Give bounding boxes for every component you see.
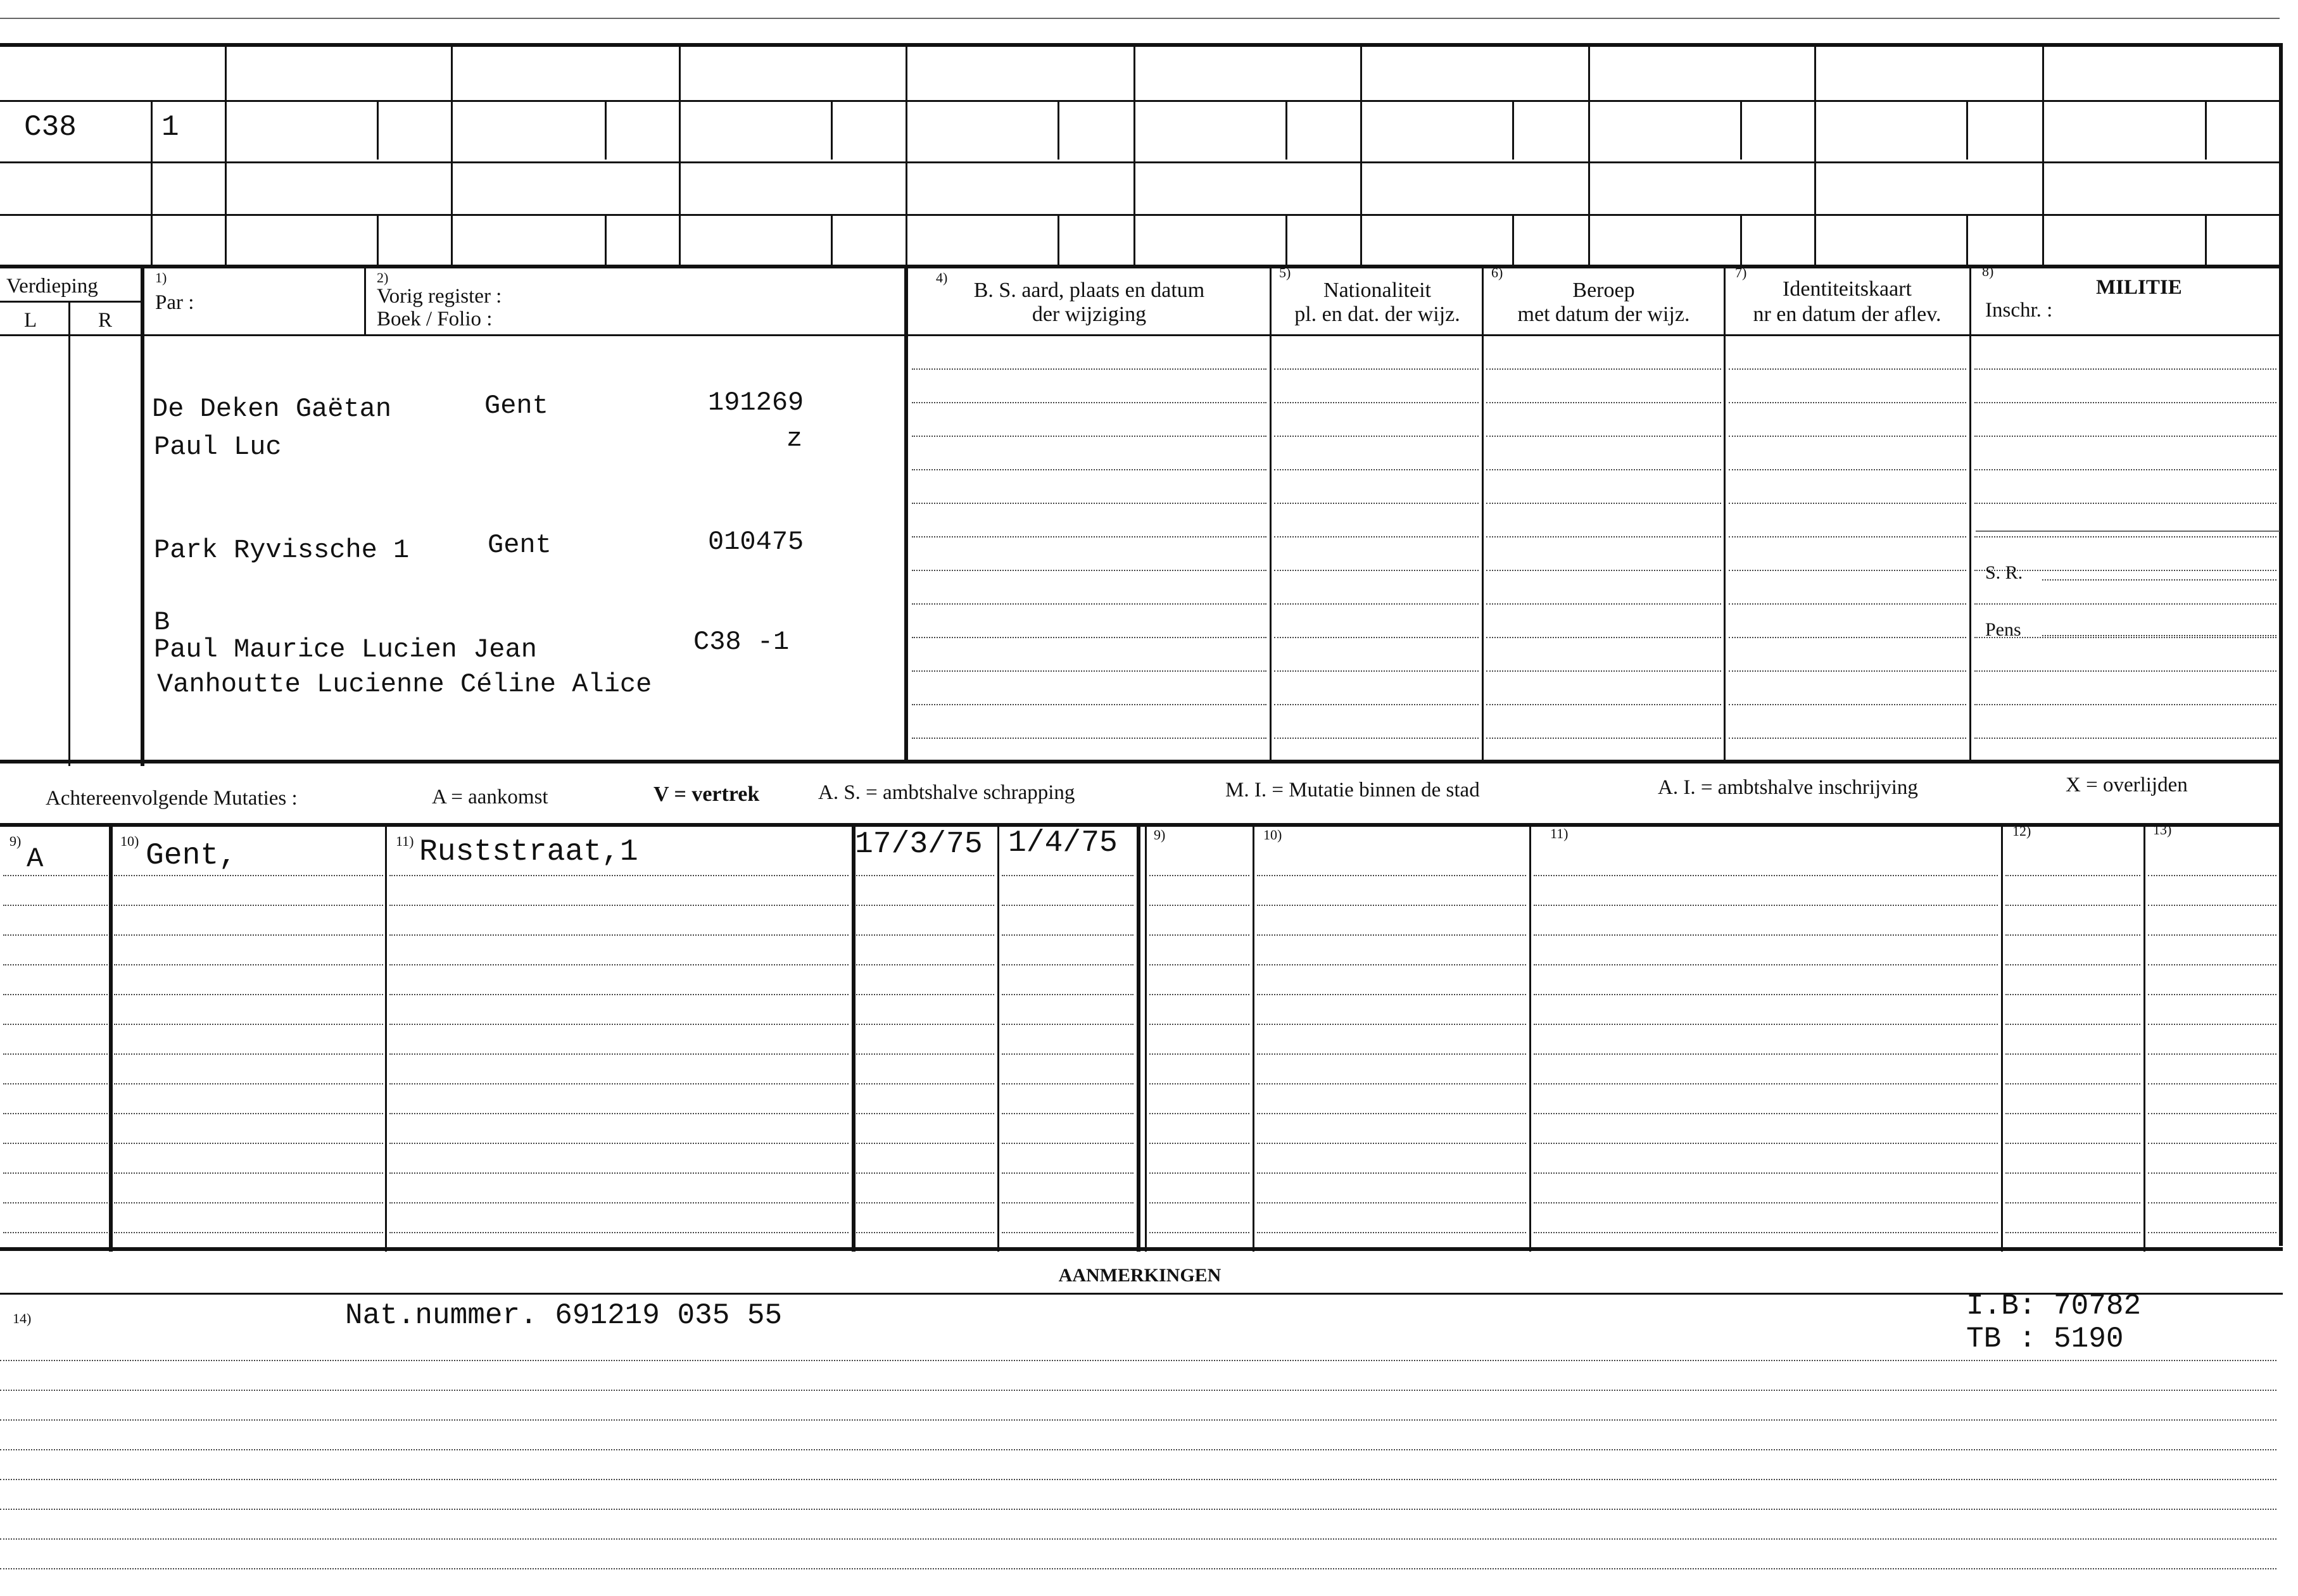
ruled-line <box>1149 875 1249 876</box>
ruled-line <box>2005 1083 2140 1084</box>
person-father: Paul Maurice Lucien Jean <box>154 634 537 665</box>
legend-mi: M. I. = Mutatie binnen de stad <box>1225 779 1480 801</box>
ruled-line <box>856 875 994 876</box>
ruled-line <box>1274 402 1479 403</box>
ruled-line <box>1729 536 1966 537</box>
ruled-line <box>1149 1232 1249 1233</box>
top-border <box>0 43 2283 47</box>
ruled-line <box>1486 436 1721 437</box>
ruled-line <box>912 436 1266 437</box>
top-grid-line <box>0 100 2283 102</box>
ruled-line <box>1729 469 1966 470</box>
verdieping-right: R <box>98 309 113 332</box>
ruled-line <box>1274 670 1479 672</box>
personal-section-bottom <box>0 760 2283 763</box>
ruled-line <box>114 994 383 995</box>
ruled-line <box>1274 637 1479 638</box>
vorig-register-label: Vorig register : <box>377 285 502 308</box>
ruled-line <box>1534 994 1998 995</box>
ruled-line <box>0 1360 2276 1361</box>
ruled-line <box>1274 368 1479 370</box>
ruled-line <box>1002 1143 1133 1144</box>
ruled-line <box>1486 603 1721 605</box>
ruled-line <box>1149 1202 1249 1203</box>
ruled-line <box>2005 1024 2140 1025</box>
ruled-line <box>389 1143 849 1144</box>
ruled-line <box>0 1568 2276 1569</box>
ruled-line <box>1149 934 1249 936</box>
ruled-line <box>114 1232 383 1233</box>
ruled-line <box>1257 875 1526 876</box>
ruled-line <box>1974 503 2276 504</box>
nationaliteit-label-2: pl. en dat. der wijz. <box>1294 303 1460 326</box>
ruled-line <box>1534 1143 1998 1144</box>
ruled-line <box>912 704 1266 705</box>
ruled-line <box>856 1113 994 1114</box>
ruled-line <box>1257 905 1526 906</box>
ruled-line <box>1257 1172 1526 1174</box>
ruled-line <box>2005 1053 2140 1055</box>
ruled-line <box>1149 994 1249 995</box>
ruled-line <box>1274 603 1479 605</box>
ruled-line <box>1257 964 1526 965</box>
ruled-line <box>1002 1172 1133 1174</box>
ruled-line <box>1486 503 1721 504</box>
remarks-ib: I.B: 70782 <box>1966 1290 2142 1323</box>
ruled-line <box>1257 1083 1526 1084</box>
ruled-line <box>1729 704 1966 705</box>
ruled-line <box>1534 1202 1998 1203</box>
ruled-line <box>3 1083 108 1084</box>
mutation-col-10: 10) <box>120 833 139 849</box>
ruled-line <box>912 503 1266 504</box>
right-border <box>2279 43 2283 1246</box>
mutation-col-9: 9) <box>9 833 22 849</box>
ruled-line <box>114 1113 383 1114</box>
mutation-type: A <box>27 843 44 875</box>
legend-ai: A. I. = ambtshalve inschrijving <box>1658 776 1918 799</box>
ruled-line <box>389 875 849 876</box>
ruled-line <box>2005 934 2140 936</box>
ruled-line <box>389 1202 849 1203</box>
ruled-line <box>1257 1053 1526 1055</box>
ruled-line <box>1534 1113 1998 1114</box>
identiteitskaart-label-2: nr en datum der aflev. <box>1753 303 1941 326</box>
ruled-line <box>389 905 849 906</box>
mutation-street: Ruststraat,1 <box>419 835 638 869</box>
ruled-line <box>389 964 849 965</box>
ruled-line <box>1534 1053 1998 1055</box>
ruled-line <box>114 1053 383 1055</box>
ruled-line <box>1534 1172 1998 1174</box>
legend-v: V = vertrek <box>653 782 760 806</box>
ruled-line <box>3 1232 108 1233</box>
ruled-line <box>1149 905 1249 906</box>
mutation-date-1: 17/3/75 <box>855 827 983 862</box>
remarks-num: 14) <box>13 1310 32 1326</box>
ruled-line <box>1149 964 1249 965</box>
ruled-line <box>1274 704 1479 705</box>
top-grid-line <box>0 214 2283 216</box>
remarks-top <box>0 1247 2283 1251</box>
ruled-line <box>1002 1053 1133 1055</box>
ruled-line <box>1274 570 1479 571</box>
person-address: Park Ryvissche 1 <box>154 535 410 565</box>
ruled-line <box>1274 536 1479 537</box>
scan-edge <box>0 18 2280 19</box>
remarks-title: AANMERKINGEN <box>1058 1265 1222 1286</box>
ruled-line <box>912 536 1266 537</box>
ruled-line <box>1729 503 1966 504</box>
ruled-line <box>2148 1143 2276 1144</box>
ruled-line <box>114 934 383 936</box>
ruled-line <box>1486 738 1721 739</box>
par-label: Par : <box>155 291 194 314</box>
ruled-line <box>2148 1053 2276 1055</box>
ruled-line <box>2005 1172 2140 1174</box>
ruled-line <box>389 934 849 936</box>
vorig-num: 2) <box>377 270 389 286</box>
ruled-line <box>1534 905 1998 906</box>
person-birthdate: 191269 <box>708 387 804 418</box>
ruled-line <box>1974 436 2276 437</box>
ruled-line <box>1149 1024 1249 1025</box>
ruled-line <box>3 1202 108 1203</box>
ruled-line <box>1149 1083 1249 1084</box>
ruled-line <box>1486 402 1721 403</box>
ruled-line <box>114 875 383 876</box>
person-address-city: Gent <box>488 530 552 560</box>
top-grid-bottom <box>0 265 2283 268</box>
ruled-line <box>1729 368 1966 370</box>
bs-label-1: B. S. aard, plaats en datum <box>973 279 1205 302</box>
ruled-line <box>856 1143 994 1144</box>
header-number: 1 <box>161 111 179 144</box>
ruled-line <box>912 368 1266 370</box>
ruled-line <box>389 1113 849 1114</box>
ruled-line <box>1257 1143 1526 1144</box>
ruled-line <box>912 570 1266 571</box>
ruled-line <box>1002 1202 1133 1203</box>
ruled-line <box>3 934 108 936</box>
ruled-line <box>0 1449 2276 1450</box>
ruled-line <box>856 1232 994 1233</box>
bs-num: 4) <box>936 270 948 286</box>
person-name-line2: Paul Luc <box>154 432 282 462</box>
legend-x: X = overlijden <box>2066 774 2188 796</box>
ruled-line <box>3 1113 108 1114</box>
militie-inschr: Inschr. : <box>1985 299 2053 322</box>
ruled-line <box>389 1172 849 1174</box>
ruled-line <box>2005 994 2140 995</box>
militie-title: MILITIE <box>2096 276 2182 299</box>
mutation-date-2: 1/4/75 <box>1008 826 1118 860</box>
ruled-line <box>3 1053 108 1055</box>
ruled-line <box>1534 875 1998 876</box>
ruled-line <box>912 738 1266 739</box>
ruled-line <box>2005 1113 2140 1114</box>
ruled-line <box>1002 994 1133 995</box>
person-name-line1: De Deken Gaëtan <box>152 394 392 424</box>
ruled-line <box>1729 637 1966 638</box>
ruled-line <box>2148 1172 2276 1174</box>
ruled-line <box>1002 1232 1133 1233</box>
identiteitskaart-num: 7) <box>1735 265 1747 280</box>
ruled-line <box>1974 402 2276 403</box>
ruled-line <box>1257 934 1526 936</box>
person-birthplace: Gent <box>484 391 548 421</box>
ruled-line <box>1002 1024 1133 1025</box>
ruled-line <box>1002 875 1133 876</box>
ruled-line <box>3 994 108 995</box>
ruled-line <box>1002 905 1133 906</box>
ruled-line <box>114 1202 383 1203</box>
ruled-line <box>1974 603 2276 605</box>
section-header-bottom <box>0 334 2283 336</box>
bs-label-2: der wijziging <box>1032 303 1147 326</box>
ruled-line <box>2005 905 2140 906</box>
par-num: 1) <box>155 270 167 286</box>
ruled-line <box>912 670 1266 672</box>
verdieping-left: L <box>24 309 37 332</box>
ruled-line <box>856 1053 994 1055</box>
ruled-line <box>1149 1113 1249 1114</box>
militie-sr: S. R. <box>1985 562 2023 583</box>
ruled-line <box>0 1509 2276 1510</box>
ruled-line <box>1729 402 1966 403</box>
person-mother: Vanhoutte Lucienne Céline Alice <box>157 669 652 700</box>
ruled-line <box>2005 1232 2140 1233</box>
ruled-line <box>2148 964 2276 965</box>
ruled-line <box>1729 603 1966 605</box>
ruled-line <box>1534 964 1998 965</box>
ruled-line <box>856 905 994 906</box>
ruled-line <box>912 402 1266 403</box>
ruled-line <box>389 1024 849 1025</box>
ruled-line <box>1486 670 1721 672</box>
ruled-line <box>2148 934 2276 936</box>
ruled-line <box>1149 1172 1249 1174</box>
ruled-line <box>1729 570 1966 571</box>
nationaliteit-label-1: Nationaliteit <box>1323 279 1431 302</box>
militie-num: 8) <box>1982 263 1994 279</box>
ruled-line <box>114 1083 383 1084</box>
ruled-line <box>2005 1143 2140 1144</box>
ruled-line <box>2005 964 2140 965</box>
ruled-line <box>1257 994 1526 995</box>
ruled-line <box>1486 368 1721 370</box>
ruled-line <box>3 1024 108 1025</box>
ruled-line <box>1534 1024 1998 1025</box>
ruled-line <box>1257 1202 1526 1203</box>
ruled-line <box>1534 934 1998 936</box>
ruled-line <box>856 994 994 995</box>
top-grid-line <box>0 161 2283 163</box>
ruled-line <box>856 964 994 965</box>
ruled-line <box>0 1390 2276 1391</box>
ruled-line <box>389 1232 849 1233</box>
boek-folio-label: Boek / Folio : <box>377 308 493 330</box>
ruled-line <box>1974 670 2276 672</box>
mutation-col-11b: 11) <box>1550 826 1569 841</box>
identiteitskaart-label-1: Identiteitskaart <box>1783 277 1912 301</box>
ruled-line <box>1149 1143 1249 1144</box>
ruled-line <box>856 934 994 936</box>
ruled-line <box>2005 875 2140 876</box>
person-reference: C38 -1 <box>693 627 790 657</box>
beroep-label-2: met datum der wijz. <box>1517 303 1690 326</box>
person-status: B <box>154 607 170 638</box>
legend-a: A = aankomst <box>432 786 548 808</box>
mutation-city: Gent, <box>146 839 237 873</box>
ruled-line <box>912 603 1266 605</box>
ruled-line <box>912 637 1266 638</box>
ruled-line <box>114 905 383 906</box>
ruled-line <box>2148 875 2276 876</box>
mutation-col-10b: 10) <box>1263 827 1282 843</box>
ruled-line <box>856 1083 994 1084</box>
mutation-table-top <box>0 823 2283 827</box>
ruled-line <box>114 964 383 965</box>
ruled-line <box>1974 368 2276 370</box>
ruled-line <box>3 905 108 906</box>
ruled-line <box>2005 1202 2140 1203</box>
ruled-line <box>1486 469 1721 470</box>
nat-nummer: Nat.nummer. 691219 035 55 <box>345 1299 783 1332</box>
ruled-line <box>2148 1202 2276 1203</box>
ruled-line <box>1002 934 1133 936</box>
ruled-line <box>1002 1083 1133 1084</box>
ruled-line <box>1974 704 2276 705</box>
ruled-line <box>1534 1232 1998 1233</box>
ruled-line <box>3 1172 108 1174</box>
militie-pens: Pens <box>1985 619 2021 640</box>
ruled-line <box>1974 536 2276 537</box>
ruled-line <box>2148 1024 2276 1025</box>
ruled-line <box>389 1053 849 1055</box>
verdieping-label: Verdieping <box>6 275 98 298</box>
ruled-line <box>1274 503 1479 504</box>
legend-as: A. S. = ambtshalve schrapping <box>818 781 1075 804</box>
ruled-line <box>856 1202 994 1203</box>
legend-title: Achtereenvolgende Mutaties : <box>46 787 298 810</box>
ruled-line <box>1274 738 1479 739</box>
ruled-line <box>1257 1024 1526 1025</box>
nationaliteit-num: 5) <box>1279 265 1291 280</box>
ruled-line <box>0 1538 2276 1540</box>
ruled-line <box>1729 738 1966 739</box>
ruled-line <box>1974 469 2276 470</box>
ruled-line <box>1274 436 1479 437</box>
ruled-line <box>1729 670 1966 672</box>
person-address-date: 010475 <box>708 527 804 557</box>
ruled-line <box>1486 704 1721 705</box>
ruled-line <box>0 1419 2276 1421</box>
ruled-line <box>1149 1053 1249 1055</box>
ruled-line <box>3 964 108 965</box>
ruled-line <box>2148 1232 2276 1233</box>
ruled-line <box>1486 536 1721 537</box>
ruled-line <box>2148 905 2276 906</box>
ruled-line <box>1534 1083 1998 1084</box>
ruled-line <box>3 875 108 876</box>
mutation-col-9b: 9) <box>1154 827 1166 843</box>
ruled-line <box>1486 570 1721 571</box>
ruled-line <box>2148 1113 2276 1114</box>
mutation-col-12: 12) <box>2012 823 2031 839</box>
ruled-line <box>1002 1113 1133 1114</box>
ruled-line <box>3 1143 108 1144</box>
ruled-line <box>2148 994 2276 995</box>
ruled-line <box>2148 1083 2276 1084</box>
ruled-line <box>1257 1232 1526 1233</box>
ruled-line <box>1486 637 1721 638</box>
ruled-line <box>114 1024 383 1025</box>
ruled-line <box>912 469 1266 470</box>
mutation-col-13: 13) <box>2153 822 2172 838</box>
ruled-line <box>1257 1113 1526 1114</box>
ruled-line <box>389 994 849 995</box>
ruled-line <box>1729 436 1966 437</box>
ruled-line <box>389 1083 849 1084</box>
ruled-line <box>114 1172 383 1174</box>
mutation-col-11: 11) <box>396 833 414 849</box>
ruled-line <box>114 1143 383 1144</box>
person-sex: z <box>786 424 803 454</box>
beroep-num: 6) <box>1491 265 1503 280</box>
ruled-line <box>1002 964 1133 965</box>
ruled-line <box>856 1172 994 1174</box>
ruled-line <box>0 1479 2276 1480</box>
beroep-label-1: Beroep <box>1572 279 1635 302</box>
ruled-line <box>1974 738 2276 739</box>
ruled-line <box>1274 469 1479 470</box>
ruled-line <box>856 1024 994 1025</box>
remarks-tb: TB : 5190 <box>1966 1323 2124 1355</box>
header-code: C38 <box>24 111 77 144</box>
